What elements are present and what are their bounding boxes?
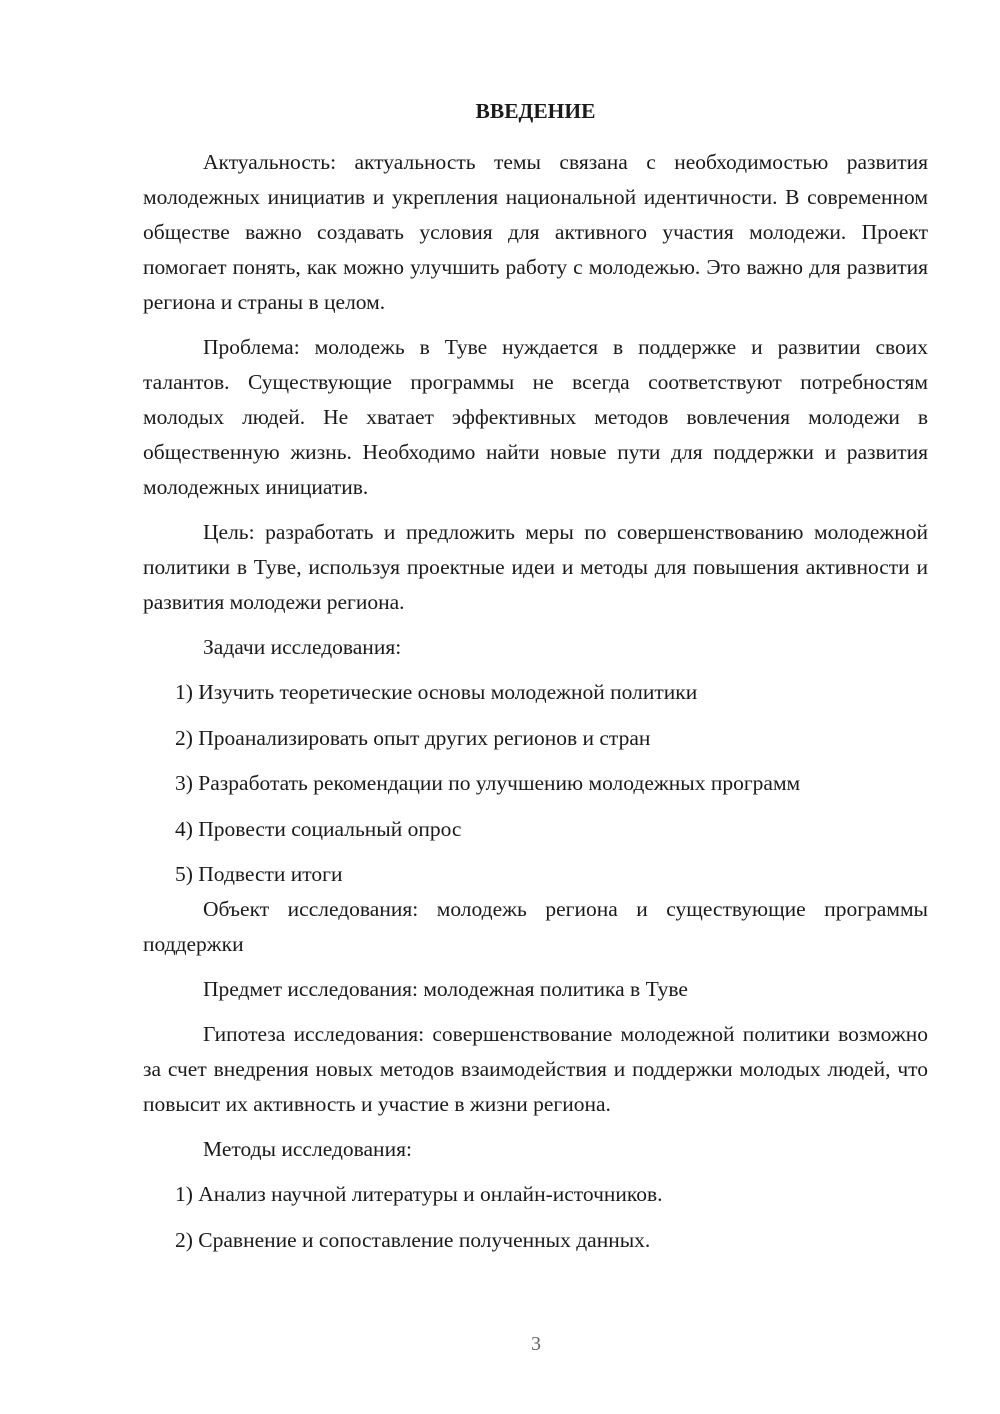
list-item: 2) Проанализировать опыт других регионов и стран <box>175 725 651 750</box>
list-item: 3) Разработать рекомендации по улучшению молодежных программ <box>175 771 801 795</box>
list-item: 2) Сравнение и сопоставление полученных данных. <box>175 1227 651 1252</box>
list-item: 4) Провести социальный опрос <box>175 816 462 841</box>
hypothesis-paragraph: Гипотеза исследования: совершенствование молодежной политики возможно за счет внедрения новых методов взаимодействия и поддержки молодых людей, что повысит их активность и участие в жизни региона. <box>143 1022 928 1116</box>
methods-heading: Методы исследования: <box>203 1137 412 1161</box>
document-page <box>143 96 928 1268</box>
list-item: 5) Подвести итоги <box>175 862 343 886</box>
section-title: ВВЕДЕНИЕ <box>475 99 596 123</box>
problem-paragraph: Проблема: молодежь в Туве нуждается в поддержке и развитии своих талантов. Существующие программы не всегда соответствуют потребностям молодых людей. Не хватает эффективных методов вовлечения молодежи в общественную жизнь. Необходимо найти новые пути для поддержки и развития молодежных инициатив. <box>143 335 928 499</box>
object-paragraph: Объект исследования: молодежь региона и существующие программы поддержки <box>143 897 928 956</box>
page-number: 3 <box>531 1333 541 1355</box>
list-item: 1) Анализ научной литературы и онлайн-источников. <box>175 1182 663 1206</box>
methods-list <box>143 1177 928 1268</box>
tasks-list <box>143 675 928 892</box>
subject-paragraph: Предмет исследования: молодежная политика в Туве <box>203 977 688 1001</box>
goal-paragraph: Цель: разработать и предложить меры по совершенствованию молодежной политики в Туве, используя проектные идеи и методы для повышения активности и развития молодежи региона. <box>143 520 928 614</box>
tasks-heading: Задачи исследования: <box>203 635 402 659</box>
list-item: 1) Изучить теоретические основы молодежной политики <box>175 680 698 704</box>
relevance-paragraph: Актуальность: актуальность темы связана с необходимостью развития молодежных инициатив и укрепления национальной идентичности. В современном обществе важно создавать условия для активного участия молодежи. Проект помогает понять, как можно улучшить работу с молодежью. Это важно для развития региона и страны в целом. <box>143 150 928 314</box>
